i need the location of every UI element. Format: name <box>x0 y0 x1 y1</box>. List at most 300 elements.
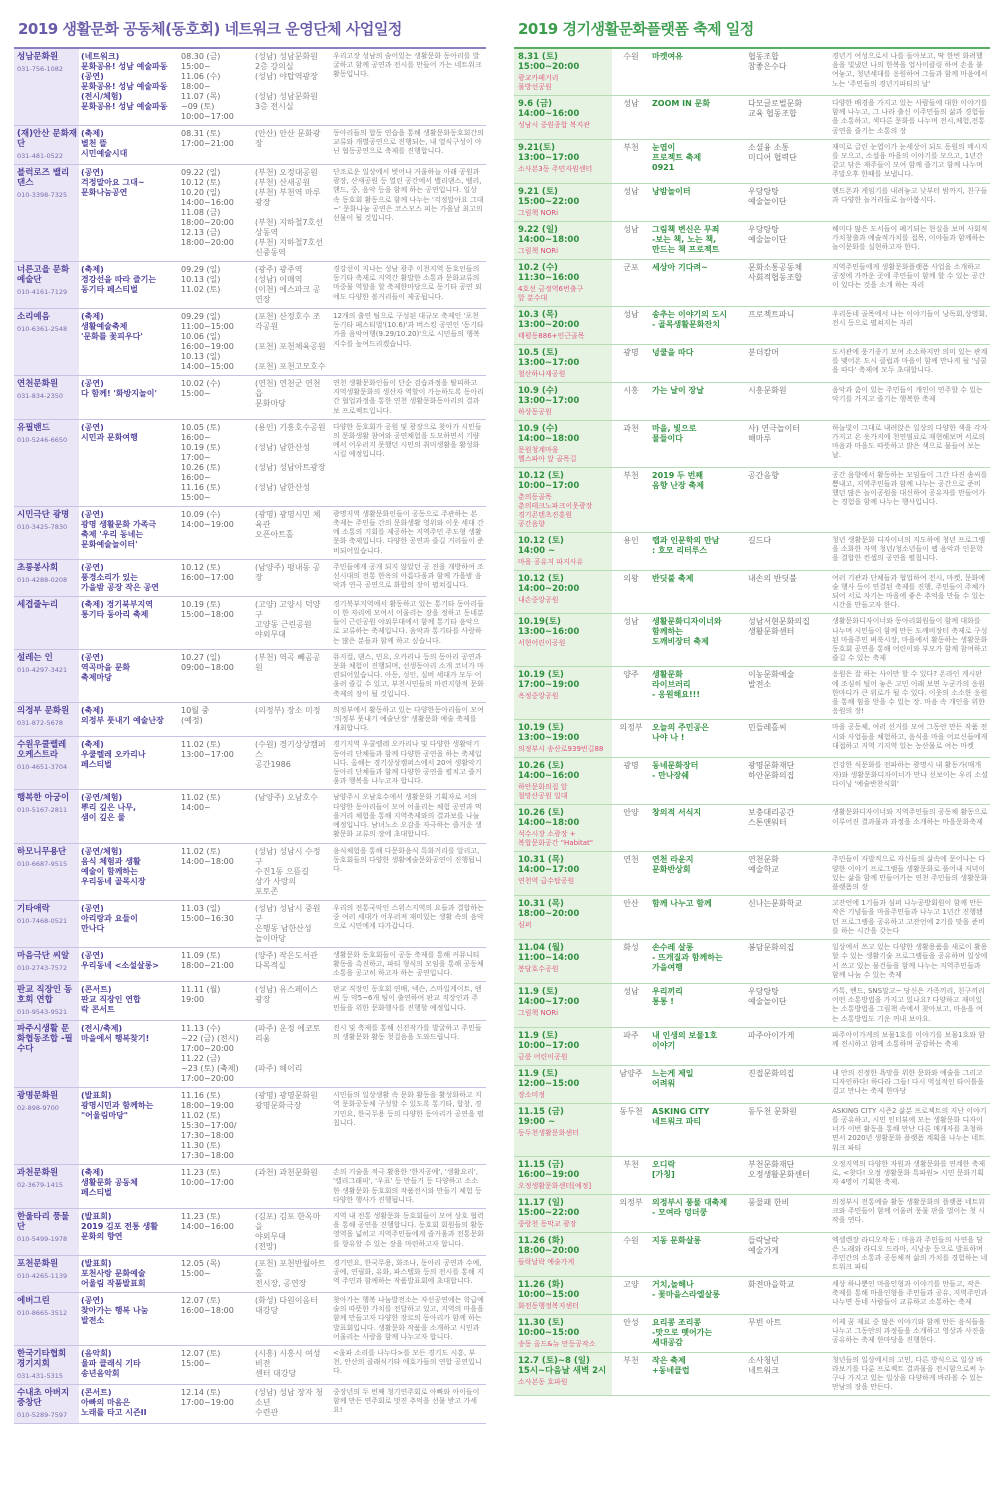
event-dates: 11.11 (월) 19:00 <box>181 985 221 1005</box>
event-dates: 11.02 (토) 14:00~ <box>181 793 221 813</box>
festival-date: 8.31 (토) 15:00~20:00 <box>518 52 580 72</box>
event-description: 의정부에서 활동하고 있는 다양한동아리들이 모여 '의정부 풋내기 예술난장' 생활문화 예술 축제를 개최합니다. <box>333 705 484 733</box>
festival-row <box>514 184 990 222</box>
festival-name: 내 인생의 보물1호 이야기 <box>652 1030 718 1050</box>
organization-phone: 010-7468-0521 <box>17 916 68 925</box>
event-place: (양주) 작은도서관 다목적실 <box>255 950 318 970</box>
festival-description: 경년기 여성으로서 나를 돌아보고, 딱 한번 화려했음을 빛냈던 나의 한복을 업사이클링 하여 손을 붙여놓고, 청년세대를 응원하여 그들과 함께 마음에서 노는 '주민들의 경년기파티의 날' <box>832 52 988 88</box>
festival-name: 작은 축제 +동네클럽 <box>652 1355 690 1375</box>
festival-name: 연천 라운지 문화반상회 <box>652 855 694 875</box>
event-description: 시민들의 일상생활 속 문화 활동을 활성화하고 지역 문화공동체 구성할 수 있도록 통기타, 합창, 경기민요, 한국무용 등의 다양한 동아리가 공연을 펼칩니다. <box>333 1091 484 1127</box>
festival-row <box>514 1353 990 1397</box>
event-description: <울파 소리를 나누다>를 모든 경기도 시흥, 부천, 안산의 클래식기타 애호가들의 연합 공연입니다. <box>333 1348 482 1376</box>
organization-name: 에버그린 <box>17 1295 50 1306</box>
organization-cell <box>14 376 79 419</box>
festival-description: 일상에서 쓰고 있는 다양한 생활용품을 새로이 활용할 수 있는 생활기술 프로그램들을 공유하며 일상에서 쓰고 있는 물건들을 함께 나누는 지역주민들과 함께 나눔 수 있는 축제 <box>832 943 988 979</box>
festival-city: 성남 <box>623 186 639 196</box>
date-venue-cell <box>514 1277 612 1314</box>
event-dates: 08.31 (토) 17:00~21:00 <box>181 129 234 148</box>
festival-venue: 금릉 어린이공원 <box>518 1052 568 1061</box>
event-description: 경기지역 우쿨렐레 오카리나 및 다양한 생활악기 동아리 단체들과 함께 다양한 공연을 하는 축제입니다. 올해는 경기상상캠퍼스에서 20여 생활악기 동아리 단체들과 함께 다양한 공연을 펼치고 즐거움과 행복을 나누고자 합니다. <box>333 740 482 786</box>
festival-name: 창의적 서식지 <box>652 808 702 818</box>
organization-name: 판교 직장인 동호회 연합 <box>17 985 73 1006</box>
festival-description: 이제 꿈 재료 중 많은 이야기와 함께 만든 음식들을 나누고 그동안의 과정들을 소개하고 영상과 사진을 공유하는 축제 한마당을 진행한다. <box>832 1317 986 1344</box>
event-place: (고양) 고양시 덕양구 고양동 근린공원 야외무대 <box>255 599 321 639</box>
organization-cell <box>14 309 79 375</box>
organization-phone: 031-834-2350 <box>17 392 64 400</box>
festival-venue: 송동 올드&뉴 만등공작소 <box>518 1339 596 1348</box>
event-description: 연천 생활문화인들이 단순 검습과정을 탈피하고 지역생활문화의 생산자 역할이 가능하도록 동아리간 협업과정을 통한 연천 생활문화동아리의 결과보 프로젝트입니다. <box>333 379 484 415</box>
festival-city: 부천 <box>623 1159 639 1169</box>
festival-name: 동네문화장터 - 만나장쉐 <box>652 761 699 781</box>
festival-venue: 성남시 중원종합 복지관 <box>518 121 591 129</box>
schedule-row <box>14 703 486 738</box>
event-place: (김포) 김포 한옥마을 야외무대 (전망) <box>255 1211 321 1251</box>
event-place: (수원) 경기상상캠퍼스 공간1986 <box>255 740 326 770</box>
festival-venue: 장소미정 <box>518 1090 546 1099</box>
date-venue-cell <box>514 1104 612 1156</box>
event-dates: 08.30 (금) 15:00~ 11.06 (수) 18:00~ 11.07 (목) ~09 (토) 10:00~17:00 <box>181 52 234 121</box>
festival-name: 함께 나누고 함께 <box>652 899 712 909</box>
organization-name: 유필밴드 <box>17 422 50 433</box>
festival-description: ASKING CITY 시즌2 삶분 프로젝트의 지난 이야기를 공유하고, 시민 인터뷰에 모는 생활문화 디자이너가 이번 활동을 통해 만난 다른 매개자를 초청하면서 2020년 생활문화 플랫폼 계획을 나누는 네트워크 파티 <box>832 1106 987 1152</box>
festival-name: 우리끼리 통통 ! <box>652 986 683 1006</box>
festival-description: 청년 생활문화 디자이너의 지도하에 청년 프로그램을 소화한 자역 청년/청소년들이 랩 음악과 인문학을 결합한 컨셉의 공연을 펼칩니다. <box>832 535 986 563</box>
event-dates: 10.05 (토) 16:00~ 10.19 (토) 17:00~ 10.26 (토) 16:00~ 11.16 (토) 15:00~ <box>181 422 221 502</box>
festival-date: 11.30 (토) 10:00~15:00 <box>518 1317 580 1338</box>
schedule-row <box>14 1346 486 1385</box>
festival-name: 2019 두 번째 음향 난장 축제 <box>652 470 704 490</box>
event-dates: 10.09 (수) 14:00~19:00 <box>181 509 234 529</box>
program-title: (음악회) 울파 클래식 기타 송년음악회 <box>81 1348 141 1378</box>
date-venue-cell <box>514 720 612 757</box>
schedule-row <box>14 982 486 1021</box>
event-dates: 09.22 (일) 10.12 (토) 10.20 (일) 14:00~16:00 11.08 (금) 18:00~20:00 12.13 (금) 18:00~20:00 <box>181 168 234 247</box>
event-place: (광주) 광주역 (성남) 이매역 (이천) 에스파크 공연장 <box>255 265 321 304</box>
festival-host: 화전마을학교 <box>748 1279 795 1289</box>
event-place: (부천) 오정대공원 (부천) 산새공원 (부천) 부천역 마루광장 (부천) 지하철7호선 상동역 (부천) 지하철7호선 신중동역 <box>255 168 323 257</box>
organization-cell <box>14 1021 79 1087</box>
program-title: (축제) 경강선을 따라 즐기는 동기타 페스티벌 <box>81 265 157 294</box>
festival-name: 느는게 제일 어려워 <box>652 1068 694 1088</box>
program-title: (콘서트) 판교 직장인 연합 락 콘서트 <box>81 985 141 1015</box>
program-title: (발표회) 광명시민과 함께하는 "어울림마당" <box>81 1091 154 1121</box>
organization-cell <box>14 507 79 559</box>
event-description: 경기북부지역에서 활동하고 있는 통기타 동아리들이 한 자리에 모여서 어울리는 장을 정하고 동네분들이 근린공원 야외무대에서 함께 통기타 음악으로 교류하는 축제입니다. 음악과 통기타를 사랑하는 많은 분들과 함께 하고 싶습니다. <box>333 599 484 645</box>
festival-description: 응원은 잘 하는 사이만 할 수 있다? 온라인 게시판에 조심히 털어 놓은 고민 이래 보면 누군가의 응원 한마디가 큰 위로가 될 수 있다. 이웃의 소소한 응원을 통해 힘을 얻을 수 있는 장. 마음 속 개인을 위한 응원의 장! <box>832 670 988 716</box>
organization-cell <box>14 982 79 1020</box>
organization-cell <box>14 790 79 842</box>
festival-host: 문화소통공동체 사회적협동조합 <box>748 262 803 282</box>
organization-cell <box>14 262 79 308</box>
festival-host: 신나는문화학교 <box>748 899 803 909</box>
festival-name: 그림책 변신은 무죄 -보는 책, 노는 책, 만드는 책 프로젝트 <box>652 224 720 254</box>
festival-city: 성남 <box>623 224 639 234</box>
festival-city: 의정부 <box>619 1197 643 1207</box>
date-venue-cell <box>514 96 612 139</box>
festival-name: 마을, 빛으로 물들이다 <box>652 423 697 443</box>
schedule-row <box>14 650 486 703</box>
festival-description: 의정부시 전통예술 활동 생활문화의 플랫폼 네트워크와 주민들이 함께 어울려 풍물 판을 벌이는 첫 시작을 연다. <box>832 1197 986 1225</box>
organization-cell <box>14 1209 79 1255</box>
organization-phone: 02-3679-1415 <box>17 1181 64 1190</box>
date-venue-cell <box>514 345 612 382</box>
organization-name: 시민극단 광명 <box>17 509 70 520</box>
organization-name: 하모니무용단 <box>17 846 67 857</box>
festival-name: ASKING CITY 네트워크 파티 <box>652 1106 710 1126</box>
schedule-row <box>14 1021 486 1088</box>
event-dates: 12.14 (토) 17:00~19:00 <box>181 1387 234 1407</box>
festival-host: 프로젝트파니 <box>748 309 795 319</box>
schedule-row <box>14 1256 486 1293</box>
festival-row <box>514 1233 990 1277</box>
festival-date: 10.9 (수) 13:00~17:00 <box>518 385 580 406</box>
organization-phone: 010-4161-7129 <box>17 288 68 296</box>
festival-date: 11.9 (토) 14:00~17:00 <box>518 986 580 1007</box>
event-description: 지역 내 전통 생활문화 동호회들이 모여 상호 협력을 통해 공연을 진행합니다. 동호회 회원들의 활동 영역을 넓히고 지역주민들에게 즐거움과 전통문화를 향유할 수 있는 장을 마련하고자 합니다. <box>333 1211 484 1248</box>
event-place: (포천) 포천반월아트홀 전시장, 공연장 <box>255 1258 326 1288</box>
schedule-row <box>14 560 486 597</box>
festival-row <box>514 614 990 667</box>
program-title: (공연) 다 함께! '화방지놀이' <box>81 379 157 398</box>
program-title: (네트워크) 문화공유! 성남 예술파동 (공연) 문화공유! 성남 예술파동 (전시/체험) 문화공유! 성남 예술파동 <box>81 52 168 111</box>
date-venue-cell <box>514 852 612 895</box>
festival-row <box>514 984 990 1028</box>
community-schedule-table <box>14 47 486 1424</box>
event-description: 단조로운 일상에서 벗어나 거울하늘 아래 공원과 광장, 산새공원 등 열린 공간에서 밸리댄스, 벨리, 핸드, 중, 음악 등을 함께 하는 공연입니다. 일상 속 동호회 활동으로 함께 나누는 '걱정말아요 그대~' 문화나눔 공연은 코스모스 피는 가을날 최고의 선물이 될 것입니다. <box>333 168 484 223</box>
date-venue-cell <box>514 260 612 306</box>
organization-phone: 010-5167-2811 <box>17 806 68 815</box>
schedule-row <box>14 309 486 376</box>
event-place: (포천) 산정호수 조각공원 (포천) 포천체육공원 (포천) 포천고모호수 <box>255 312 326 371</box>
event-dates: 11.16 (토) 18:00~19:00 11.02 (토) 15:30~17:00/ 17:30~18:00 11.30 (토) 17:30~18:00 <box>181 1091 237 1161</box>
festival-row <box>514 260 990 307</box>
festival-description: 카톡, 밴드, SNS말고~ 당신은 가족끼리, 친구끼리 어떤 소통방법을 가지고 있나요? 다양하고 재미있는 소통방법을 그림책 속에서 찾아보고, 마음을 여는 소통방법도 기운 꺼내 보아요. <box>832 986 985 1023</box>
festival-description: 엑셀렌장 라디오작동 : 마음과 주민들의 사연을 담은 노래와 라디오 드라마, 시낭송 등으로 발표하며 주민간의 소통과 공동체적 삶의 가치를 경험하는 네트워크 파티 <box>832 1235 988 1272</box>
program-title: (축제) 경기북부지역 통기타 동아리 축제 <box>81 599 153 619</box>
festival-host: 우당탕탕 예술놀이단 <box>748 986 787 1006</box>
festival-description: 오정지역의 다양한 자원과 생활문화를 연계한 축제로, <찾다! 오정 생활문화 톡파원> 시민 문화기획자 4명이 기획한 축제. <box>832 1159 986 1187</box>
date-venue-cell <box>514 571 612 614</box>
program-title: (공연) 광명 생활문화 가족극 축제 '우리 동네는 문화예술놀이터' <box>81 509 157 549</box>
festival-city: 과천 <box>623 423 639 433</box>
festival-venue: 오정생활문화센터[예정] <box>518 1181 592 1190</box>
event-dates: 10.02 (수) 15:00~ <box>181 379 221 398</box>
festival-city: 안산 <box>623 899 639 909</box>
festival-date: 10.9 (수) 14:00~18:00 <box>518 423 580 444</box>
festival-row <box>514 468 990 533</box>
festival-name: 송추는 이야기의 도시 - 골목생활문화잔치 <box>652 309 728 329</box>
festival-name: 오디락 [가칭] <box>652 1159 676 1179</box>
festival-venue: 그림책 NORi <box>518 1008 559 1017</box>
festival-description: 우리동네 골목에서 나는 이야기들이 낭독회,상영회, 전시 등으로 펼쳐지는 자리 <box>832 309 988 327</box>
festival-host: 이농문화예술 발전소 <box>748 670 795 690</box>
festival-host: 무빈 아트 <box>748 1317 782 1327</box>
organization-cell <box>14 650 79 702</box>
festival-host: 민들레홀씨 <box>748 723 787 733</box>
festival-venue: 철산하나재공원 <box>518 369 566 378</box>
organization-cell <box>14 844 79 900</box>
festival-row <box>514 49 990 96</box>
organization-cell <box>14 737 79 789</box>
event-dates: 12.07 (토) 15:00~ <box>181 1348 221 1368</box>
festival-date: 11.26 (화) 18:00~20:00 <box>518 1235 580 1256</box>
festival-row <box>514 1195 990 1233</box>
festival-date: 10.31 (목) 14:00~17:00 <box>518 855 580 876</box>
festival-row <box>514 805 990 852</box>
program-title: (축제) 별천 뜰 시민예술시대 <box>81 129 128 158</box>
organization-phone: 031-872-5678 <box>17 718 64 727</box>
festival-host: 파주아이가게 <box>748 1030 795 1040</box>
organization-name: 설레는 인 <box>17 652 53 663</box>
festival-date: 10.26 (토) 14:00~18:00 <box>518 808 580 829</box>
festival-row <box>514 1157 990 1195</box>
festival-description: 하늘빛이 그대로 내려앉은 일상의 다양한 색을 각자 가지고 온 옷가지에 천연염료로 재현해보며 서로의 마음과 마을도 따뜻하고 밝은 색으로 물들여 보는 날. <box>832 423 988 460</box>
schedule-row <box>14 1209 486 1256</box>
organization-name: 한울타리 풍물단 <box>17 1211 70 1232</box>
festival-venue: 그림책 NORi <box>518 246 559 255</box>
program-title: (축제) 우쿨렐레 오카리나 페스티벌 <box>81 740 146 770</box>
festival-host: 길드다 <box>748 535 772 545</box>
festival-row <box>514 1066 990 1104</box>
organization-name: 과천문화원 <box>17 1168 59 1179</box>
event-description: 경강선이 지나는 성남 광주 이천지역 동호인들의 동기타 축제로 지역간 활발한 소통과 문화교류의 마중물 역할을 할 축제한마당으로 동기타 공연 외에도 다양한 볼거리들이 제공됩니다. <box>333 265 482 301</box>
event-description: 손의 기술을 적극 활용한 '한지공예', '생활요리', '캘리그래피', '우표' 등 만들기 등 다양하고 소소한 생활문화 동호회의 작품전시와 만들기 체험 등 다양한 행사가 진행됩니다. <box>333 1168 482 1204</box>
festival-schedule-title: 2019 경기생활문화플랫폼 축제 일정 <box>518 20 754 38</box>
organization-phone: 010-3398-7325 <box>17 191 68 199</box>
festival-host: 사) 연극놀이터 해마루 <box>748 423 801 443</box>
festival-venue: 소사본3동 주민자원센터 <box>518 164 593 173</box>
organization-name: 포천문화원 <box>17 1258 59 1269</box>
festival-description: 헤미다 많은 도서들이 폐기되는 현실을 보며 사회적 가치창출과 예술적가치를 접목, 이야들과 함께하는 놀이문화를 실현하고자 한다. <box>832 224 988 252</box>
schedule-row <box>14 165 486 262</box>
event-place: (화성) 다원이음터 대강당 <box>255 1295 318 1315</box>
schedule-row <box>14 948 486 983</box>
date-venue-cell <box>514 896 612 939</box>
festival-city: 군포 <box>623 262 639 272</box>
event-place: (과천) 과천문화원 <box>255 1168 318 1178</box>
schedule-row <box>14 126 486 165</box>
festival-host: 소셜융 소통 미디어 협력단 <box>748 142 797 162</box>
date-venue-cell <box>514 421 612 467</box>
organization-phone: 010-5289-7597 <box>17 1410 68 1419</box>
festival-name: 지동 문화살롱 <box>652 1235 702 1245</box>
event-place: (성남) 성남시 중원구 은행동 남한산성 놀이마당 <box>255 903 321 943</box>
festival-description: 고잔언에 1기들과 심퍼 나누공방회원이 함께 만든 작은 기념들을 마을주민들과 나누고 1년간 진행됐던 프로그램을 공유하고 고잔언에 2기를 맞을 준비를 하는 시간을 갖는다 <box>832 899 986 935</box>
date-venue-cell <box>514 667 612 719</box>
festival-date: 10.31 (목) 18:00~20:00 <box>518 899 580 920</box>
organization-name: 기타애락 <box>17 903 50 914</box>
festival-city: 동두천 <box>619 1106 643 1116</box>
festival-venue: 의정부시 송산로939번길88 <box>518 745 604 754</box>
festival-name: 낭밤놀이터 <box>652 186 691 196</box>
festival-city: 성남 <box>623 99 639 108</box>
festival-venue: 마을 공유지 파지사유 <box>518 557 584 566</box>
festival-city: 남양주 <box>619 1068 643 1078</box>
event-place: (연천) 연천군 연천읍 문화마당 <box>255 379 321 408</box>
festival-city: 광명 <box>623 761 639 771</box>
festival-description: 청년들의 일상에서의 고민, 다른 방식으로 일상 바라보기를 다룬 프로젝트 결과물을 전시함으로써 누구나 가지고 있는 일상을 다양하게 바라볼 수 있는 만남의 장을 만든다. <box>832 1355 986 1392</box>
festival-date: 10.19 (토) 17:00~19:00 <box>518 670 580 691</box>
festival-description: 여러 기관과 단체들과 협업하여 전시, 마켓, 문화예술 행사 등이 연결된 축제를 진행, 주민들이 주체가 되어 서로 자기는 마을에 좋은 추억을 만들 수 있는 시간을 만들고자 한다. <box>832 573 986 610</box>
festival-venue: 광교카페거리 물방선공원 <box>518 74 559 91</box>
program-title: (공연) 걱정말아요 그대~ 문화나눔공연 <box>81 168 145 197</box>
date-venue-cell <box>514 1233 612 1276</box>
festival-name: 세상아 기다려~ <box>652 262 708 272</box>
festival-host: 협동조합 참좋은수다 <box>748 52 787 71</box>
organization-cell <box>14 420 79 506</box>
organization-cell <box>14 1165 79 1208</box>
event-description: 남양주시 오남호수에서 생활문화 기획자로 서의 다양한 동아리들이 모여 어울리는 체험 공연과 먹을거리 체험을 통해 지역축제와의 결과보를 나눌 예정입니다. 남녀노소 오감을 자극하는 즐거운 생활문화 교류의 장에 초대합니다. <box>333 793 482 839</box>
organization-cell <box>14 948 79 982</box>
festival-city: 의정부 <box>619 723 643 733</box>
festival-schedule-column <box>514 14 990 1396</box>
event-dates: 11.02 (토) 13:00~17:00 <box>181 740 234 760</box>
organization-cell <box>14 597 79 649</box>
date-venue-cell <box>514 1157 612 1194</box>
festival-row <box>514 667 990 720</box>
event-description: 생활문화 동호회들이 공동 축제를 통해 커뮤니티 활동을 촉진하고, 파티 형식의 모임을 통해 공동체 소통을 공고히 하고자 하는 공연입니다. <box>333 950 484 977</box>
festival-venue: 4호선 금정역6번출구 앞 분수대 <box>518 284 584 302</box>
program-title: (공연) 아리랑과 요들이 만나다 <box>81 903 138 933</box>
festival-description: 파주아이가게의 보물1호를 이야기를 보물1호와 함께 전시하고 함께 소통하며 공감하는 축제 <box>832 1030 986 1048</box>
festival-city: 광명 <box>623 347 639 357</box>
organization-cell <box>14 165 79 261</box>
event-description: 중장년의 두 번째 청기연주회로 아빠와 아이들이 함께 만든 연주회로 멋진 추억을 선물 받고 가세요! <box>333 1387 480 1415</box>
organization-name: (재)안산 문화재단 <box>17 129 77 149</box>
organization-name: 너른고을 문화예술단 <box>17 265 70 285</box>
event-place: (용인) 기흥호수공원 (성남) 남한산성 (성남) 성남아트광장 (성남) 남한산성 <box>255 422 326 492</box>
event-description: 동아리들의 합동 연습을 통해 생활문화동호회간의 교류와 개별공연으로 진행되는, 내 열식구성이 아닌 협동공연으로 축제를 진행합니다. <box>333 129 484 156</box>
festival-host: 공간음향 <box>748 470 779 480</box>
festival-venue: 소사본동 호파원 <box>518 1377 568 1386</box>
festival-date: 10.3 (목) 13:00~20:00 <box>518 309 580 330</box>
date-venue-cell <box>514 49 612 95</box>
festival-venue: 동두천생활문화센터 <box>518 1128 579 1137</box>
program-title: (공연/체험) 음식 체험과 생활 예술이 함께하는 우리동네 골목시장 <box>81 846 146 886</box>
event-place: (파주) 운정 에코토리움 (파주) 헤이리 <box>255 1024 321 1074</box>
festival-description: 내 안의 진정한 욕망을 위한 문화와 예술을 그리고 디자인하다! 하다라 그들! 다시 역설적인 타이틀을 걸고 만나는 축제 한마당 <box>832 1068 984 1096</box>
community-schedule-title: 2019 생활문화 공동체(동호회) 네트워크 운영단체 사업일정 <box>18 20 402 38</box>
festival-name: ZOOM IN 문화 <box>652 99 711 108</box>
festival-description: 도서관에 웅기종기 모여 소소하지만 의미 있는 관계를 맺어온 도시 클럽과 마을이 함께 만나게 될 '넝쿨을 따다' 축제에 모두 초대합니다. <box>832 347 988 375</box>
event-place: (광명) 광명시민 체육관 오픈아트홀 <box>255 509 321 539</box>
festival-row <box>514 222 990 260</box>
event-description: 전시 및 축제를 통해 신진작가를 발굴하고 주민들의 생활문화 활동 첫걸음을 도와드립니다. <box>333 1024 482 1042</box>
program-title: (축제) 의정부 풋내기 예술난장 <box>81 705 164 725</box>
event-description: 음식체험을 통해 다문화음식 특화거리를 알리고, 동호회들의 다양한 생활예술문화공연이 진행됩니다. <box>333 846 482 873</box>
festival-venue: 심퍼 <box>518 921 532 930</box>
event-dates: 10.12 (토) 16:00~17:00 <box>181 562 234 582</box>
organization-phone: 010-5246-6650 <box>17 435 68 444</box>
festival-host: 동두천 문화원 <box>748 1106 797 1116</box>
program-title: (축제) 생활예술축제 '문화를 꽃피우다' <box>81 312 143 341</box>
festival-venue: 문원청계마을 헬스파아 앞 골목길 <box>518 445 577 463</box>
festival-host: 부천문화재단 오정생활문화센터 <box>748 1159 810 1179</box>
festival-name: 랩과 인문학의 만남 : 호모 리터루스 <box>652 535 720 555</box>
festival-date: 11.9 (토) 10:00~17:00 <box>518 1030 580 1051</box>
event-description: 경기민요, 한국무용, 화조나, 동아리 공연과 수예, 공예, 연필화, 유화, 파스텔화 등의 전시를 통해 지역 주민과 함께하는 작품발표회에 초대합니다. <box>333 1258 484 1286</box>
festival-city: 부천 <box>623 1355 639 1365</box>
festival-host: 광명문화재단 하안문화의집 <box>748 761 795 781</box>
festival-description: 음악과 춤이 있는 주민들이 개인이 연주할 수 있는 악기를 가지고 즐기는 행복한 축제 <box>832 385 983 403</box>
festival-venue: 연천역 급수탑공원 <box>518 877 575 886</box>
festival-host: 다모글로벌문화 교육 협동조합 <box>748 99 803 118</box>
schedule-row <box>14 737 486 790</box>
schedule-row <box>14 597 486 650</box>
festival-date: 12.7 (토)~8 (일) 15시~다음날 새벽 2시 <box>518 1355 607 1376</box>
event-dates: 12.05 (목) 15:00~ <box>181 1258 221 1278</box>
festival-description: 헨드폰과 게임기를 내려놓고 낮부터 밤까지, 친구들과 다양한 놀거리들로 놀아봅시다. <box>832 186 988 204</box>
organization-cell <box>14 49 79 125</box>
organization-phone: 010-5499-1978 <box>17 1234 68 1243</box>
event-description: 찾아가는 행복 나눔발전소는 자선공연에는 학급예술의 따뜻한 가치를 전달하고 있고, 지역의 마을을 함께 만들고자 다양한 장르의 동아리가 함께 하는 발표회입니다. 생활문화 작품을 소개하고 시민과 어울리는 사랑을 함께 나누고자 합니다. <box>333 1295 484 1341</box>
event-dates: 09.29 (일) 10.13 (일) 11.02 (토) <box>181 265 221 294</box>
organization-cell <box>14 1346 79 1384</box>
program-title: (공연) 역곡마을 문화 축제마당 <box>81 652 131 682</box>
date-venue-cell <box>514 1028 612 1065</box>
festival-host: 봉담문화의집 <box>748 943 795 953</box>
festival-row <box>514 1277 990 1315</box>
festival-city: 의왕 <box>623 573 639 583</box>
festival-date: 11.15 (금) 19:00 ~ <box>518 1106 564 1127</box>
event-place: (성남) 유스페이스 광장 <box>255 985 318 1005</box>
organization-phone: 010-2743-7572 <box>17 963 68 972</box>
festival-venue: 서현어린이공원 <box>518 639 566 648</box>
event-place: (안산) 안산 문화광장 <box>255 129 321 148</box>
organization-phone: 010-8665-3512 <box>17 1308 68 1317</box>
date-venue-cell <box>514 805 612 851</box>
schedule-row <box>14 376 486 420</box>
festival-row <box>514 1315 990 1353</box>
event-place: (성남) 성남문화원 2층 강의실 (성남) 야탑역광장 (성남) 성남문화원 3층 전시실 <box>255 52 318 111</box>
schedule-row <box>14 901 486 948</box>
festival-host: 내손의 반딧불 <box>748 573 797 583</box>
festival-city: 안양 <box>623 808 639 818</box>
event-dates: 10.27 (일) 09:00~18:00 <box>181 652 234 672</box>
program-title: (콘서트) 아빠의 마음은 노래를 타고 시즌II <box>81 1387 147 1417</box>
festival-date: 9.21(토) 13:00~17:00 <box>518 142 580 163</box>
event-description: 광명지역 생활문화인들이 공동으로 주관하는 본 축제는 주민들 간의 문화생활 영위와 이웃 세대 간에 소통의 기회를 제공하는 지역주민 주도형 생활문화 축제입니다. 다양한 공연과 즐길 거리들이 준비되어있습니다. <box>333 509 484 555</box>
festival-date: 10.5 (토) 13:00~17:00 <box>518 347 580 368</box>
festival-name: 넝쿨을 따다 <box>652 347 694 357</box>
program-title: (공연/체험) 뿌리 깊은 나무, 샘이 깊은 물 <box>81 793 136 823</box>
festival-venue: 내손중앙공원 <box>518 595 559 604</box>
festival-description: 다양한 배경을 가지고 있는 사람들에 대한 이야기를 함께 나누고, 그 나라 출신 이주민들의 삶과 경험들을 소통하고, 색다른 문화를 나누며 전시,체험,전통공연을 즐기는 소통의 장 <box>832 99 988 135</box>
organization-name: 마음극단 씨알 <box>17 950 70 961</box>
festival-description: 재미로 글린 눈엽이가 눈세상이 되도 동원의 메시지를 모으고, 소셜융 마을의 이야기를 모으고, 1년간 같고 닦은 재주들이 모여 함께 즐기고 함께 나누며 주말오후 한때를 보냅니다. <box>832 142 988 179</box>
festival-name: 손수레 살롱 - 뜨개질과 함께하는 가을여행 <box>652 943 723 973</box>
festival-row <box>514 852 990 896</box>
festival-city: 안성 <box>623 1317 639 1327</box>
festival-schedule-table <box>514 47 990 1396</box>
festival-host: 우당탕탕 예술놀이단 <box>748 186 787 206</box>
event-description: 뮤지컬, 댄스, 민요, 오카리나 등의 동아리 공연과 문화 체험이 진행되며, 선생동아리 소개 코너가 마련되어있습니다. 아동, 성인, 실버 세대가 모두 어울려 즐길 수 있고, 부천시민들의 마련지향적 문화축제의 장이 될 것입니다. <box>333 652 484 698</box>
festival-date: 11.17 (일) 15:00~22:00 <box>518 1197 580 1218</box>
festival-city: 부천 <box>623 142 639 152</box>
festival-description: 세상 하나뿐인 마을인형과 이야기를 만들고, 작은 축제를 통해 마을인형을 주민들과 공유, 지역주민과 나누면 동네 사람들이 교류하고 소통하는 축제 <box>832 1279 988 1306</box>
organization-cell <box>14 126 79 164</box>
schedule-row <box>14 790 486 843</box>
festival-row <box>514 421 990 468</box>
festival-date: 10.12 (토) 14:00~20:00 <box>518 573 580 594</box>
date-venue-cell <box>514 383 612 420</box>
date-venue-cell <box>514 984 612 1027</box>
event-dates: 10.19 (토) 15:00~18:00 <box>181 599 234 619</box>
festival-row <box>514 896 990 940</box>
schedule-row <box>14 1385 486 1424</box>
festival-name: 마켓여유 <box>652 52 683 61</box>
